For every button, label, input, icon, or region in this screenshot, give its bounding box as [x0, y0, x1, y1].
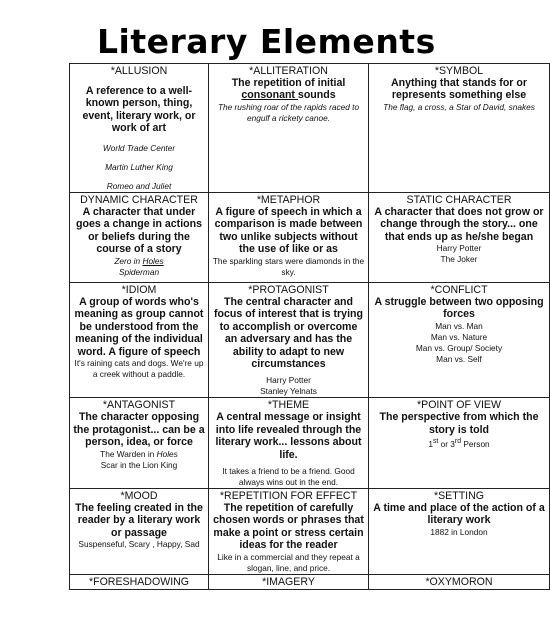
cell-allusion — [70, 64, 209, 193]
cell-imagery — [209, 574, 369, 589]
page-title: Literary Elements — [97, 22, 436, 61]
term-example: Man vs. Man — [435, 320, 483, 331]
term-example: Zero in Holes Spiderman — [114, 255, 164, 277]
term-label: *FORESHADOWING — [88, 575, 190, 588]
term-label: *METAPHOR — [256, 194, 321, 206]
term-definition: Anything that stands for or represents something else — [391, 77, 527, 102]
term-example: 1st or 3rd Person — [428, 438, 490, 450]
table-row — [70, 489, 550, 575]
literary-elements-table — [69, 63, 550, 590]
cell-antagonist — [70, 398, 209, 489]
table-row — [70, 398, 550, 489]
cell-metaphor — [209, 193, 369, 283]
term-label: *OXYMORON — [425, 575, 493, 588]
term-example: It takes a friend to be a friend. Good always wins out in the end. — [222, 466, 355, 488]
term-label: *IMAGERY — [262, 575, 315, 588]
term-label: DYNAMIC CHARACTER — [80, 194, 198, 206]
table-row — [70, 283, 550, 398]
term-definition: A group of words who's meaning as group cannot be understood from the meaning of the individual word. A figure of speech — [74, 296, 204, 358]
table-row — [70, 574, 550, 589]
cell-point-of-view — [369, 398, 550, 489]
term-example: Harry Potter — [436, 243, 482, 254]
term-example: Man vs. Self — [436, 353, 482, 364]
term-label: STATIC CHARACTER — [406, 194, 512, 206]
term-definition: A character that does not grow or change through the story... one that ends up as he/she began — [374, 206, 544, 243]
table-row — [70, 193, 550, 283]
term-definition: The repetition of carefully chosen words or phrases that make a point or stress certain ideas for the reader — [213, 502, 364, 552]
term-example: The flag, a cross, a Star of David, snakes — [383, 101, 535, 112]
cell-dynamic-character — [70, 193, 209, 283]
term-example: It's raining cats and dogs. We're up a creek without a paddle. — [74, 358, 204, 380]
term-definition: The repetition of initial consonant sounds — [231, 77, 346, 102]
cell-setting — [369, 489, 550, 575]
cell-idiom — [70, 283, 209, 398]
cell-symbol — [369, 64, 550, 193]
term-label: *ALLUSION — [110, 65, 168, 77]
term-label: *ALLITERATION — [249, 65, 328, 77]
term-example: Man vs. Group/ Society — [415, 342, 503, 353]
term-example: 1882 in London — [430, 526, 488, 537]
term-example: Martin Luther King — [105, 161, 173, 172]
term-example: The Joker — [440, 254, 478, 265]
term-example: The Warden in Holes Scar in the Lion King — [100, 448, 178, 470]
term-label: *CONFLICT — [430, 284, 488, 296]
cell-repetition-for-effect — [209, 489, 369, 575]
cell-theme — [209, 398, 369, 489]
term-definition: The central character and focus of interest that is trying to accomplish or overcome an adversary and has the ability to adapt to new circumstances — [214, 296, 363, 371]
cell-conflict — [369, 283, 550, 398]
term-definition: A struggle between two opposing forces — [374, 296, 544, 321]
cell-alliteration — [209, 64, 369, 193]
cell-protagonist — [209, 283, 369, 398]
term-label: *MOOD — [120, 490, 158, 503]
term-label: *ANTAGONIST — [102, 399, 176, 412]
term-definition: The character opposing the protagonist... can be a person, idea, or force — [73, 411, 205, 449]
term-example: The sparkling stars were diamonds in the sky. — [212, 255, 365, 277]
term-definition: A reference to a well-known person, thing, event, literary work, or work of art — [82, 85, 196, 135]
term-definition: The perspective from which the story is told — [379, 411, 539, 436]
term-example: Harry Potter — [266, 375, 311, 386]
term-example: World Trade Center — [102, 142, 176, 153]
term-label: *IDIOM — [121, 284, 157, 296]
term-label: *SETTING — [433, 490, 485, 503]
term-example: Suspenseful, Scary , Happy, Sad — [78, 539, 200, 550]
table-row — [70, 64, 550, 193]
cell-static-character — [369, 193, 550, 283]
term-label: *SYMBOL — [434, 65, 484, 77]
term-label: *PROTAGONIST — [248, 284, 329, 296]
term-definition: A figure of speech in which a comparison is made between two unlike subjects without the use of like or as — [214, 206, 363, 256]
cell-oxymoron — [369, 574, 550, 589]
term-label: *THEME — [267, 399, 310, 412]
term-example: Stanley Yelnats — [260, 386, 317, 397]
cell-mood — [70, 489, 209, 575]
term-definition: The feeling created in the reader by a literary work or passage — [75, 502, 203, 539]
term-label: *REPETITION FOR EFFECT — [219, 490, 358, 503]
cell-foreshadowing — [70, 574, 209, 589]
term-definition: A time and place of the action of a literary work — [373, 502, 545, 527]
term-label: *POINT OF VIEW — [417, 399, 501, 412]
term-example: Man vs. Nature — [430, 331, 488, 342]
term-example: Romeo and Juliet — [106, 180, 172, 191]
term-definition: A character that under goes a change in actions or beliefs during the course of a story — [76, 206, 202, 256]
term-example: Like in a commercial and they repeat a slogan, line, and price. — [217, 551, 360, 573]
term-example: The rushing roar of the rapids raced to engulf a rickety canoe. — [217, 101, 360, 123]
term-definition: A central message or insight into life revealed through the literary work... lessons about life. — [215, 411, 362, 461]
